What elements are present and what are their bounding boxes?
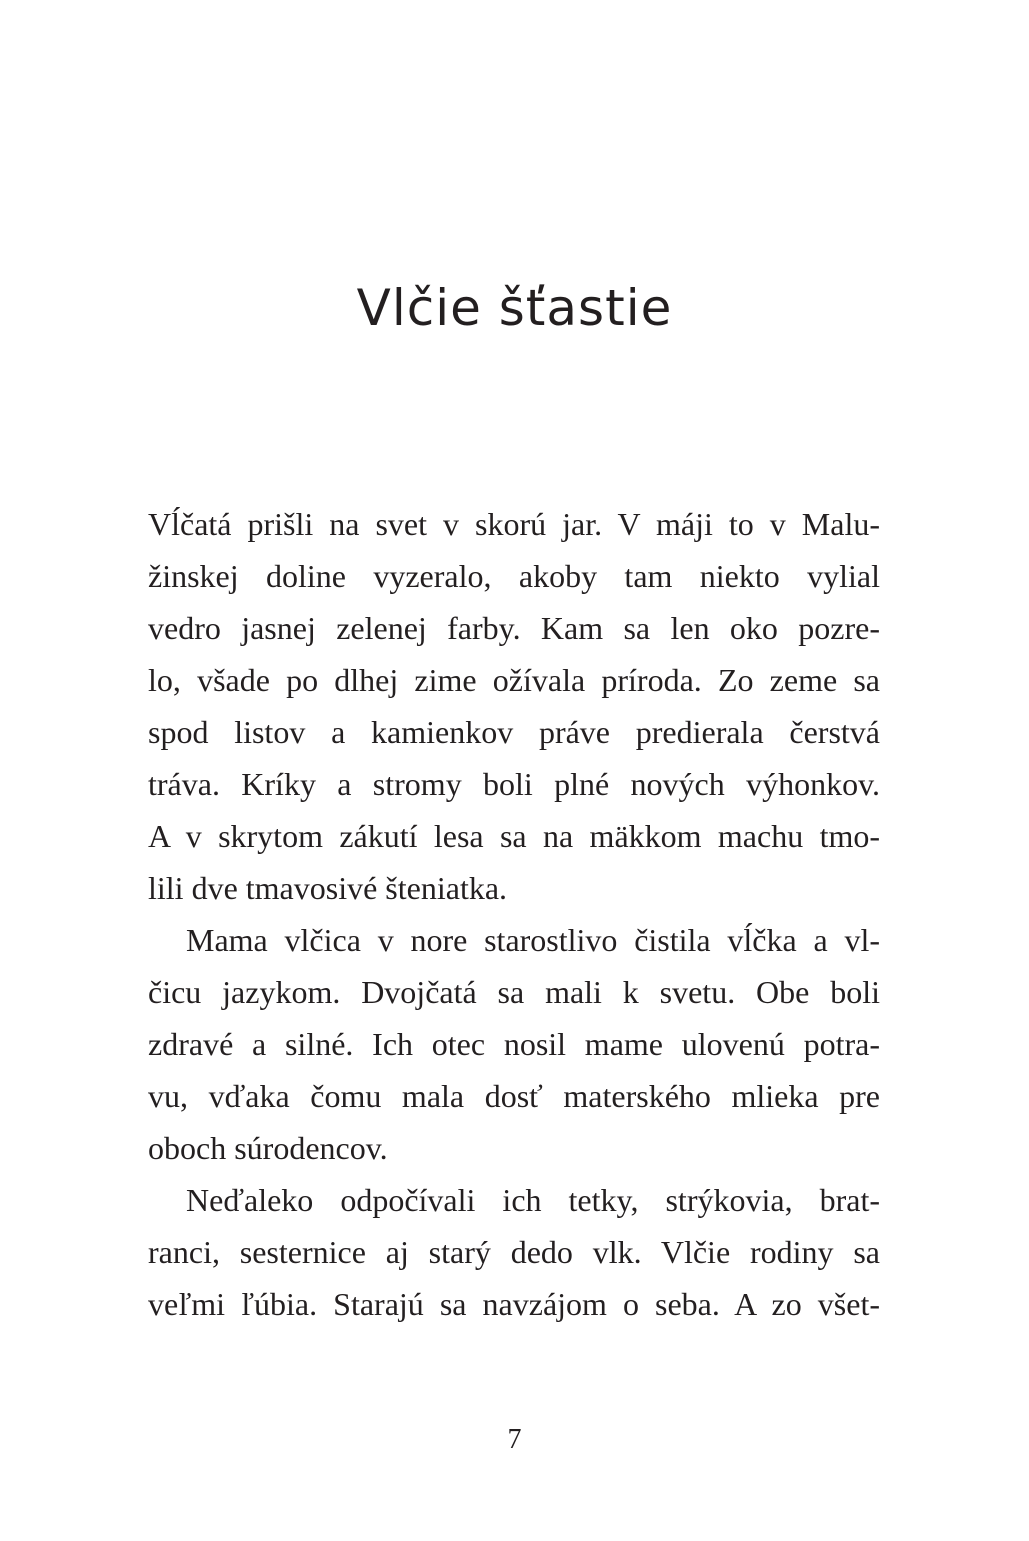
text-line: Neďaleko odpočívali ich tetky, strýkovia, brat-	[186, 1182, 880, 1218]
text-line: veľmi ľúbia. Starajú sa navzájom o seba. A zo všet-	[148, 1286, 880, 1322]
text-line: tráva. Kríky a stromy boli plné nových výhonkov.	[148, 766, 880, 802]
paragraph-1	[148, 498, 880, 914]
text-line: žinskej doline vyzeralo, akoby tam niekto vylial	[148, 558, 880, 594]
text-line: vu, vďaka čomu mala dosť materského mlieka pre	[148, 1078, 880, 1114]
text-line: Mama vlčica v nore starostlivo čistila vĺčka a vl-	[186, 922, 880, 958]
text-line: A v skrytom zákutí lesa sa na mäkkom machu tmo-	[148, 818, 880, 854]
text-line: ranci, sesternice aj starý dedo vlk. Vlčie rodiny sa	[148, 1234, 880, 1270]
text-line: zdravé a silné. Ich otec nosil mame ulovenú potra-	[148, 1026, 880, 1062]
text-line: čicu jazykom. Dvojčatá sa mali k svetu. Obe boli	[148, 974, 880, 1010]
paragraph-3	[148, 1174, 880, 1330]
text-line: spod listov a kamienkov práve predierala čerstvá	[148, 714, 880, 750]
text-line: vedro jasnej zelenej farby. Kam sa len oko pozre-	[148, 610, 880, 646]
page-number: 7	[507, 1424, 522, 1455]
paragraph-2	[148, 914, 880, 1174]
body-text	[148, 498, 880, 1330]
text-line: lo, všade po dlhej zime ožívala príroda. Zo zeme sa	[148, 662, 880, 698]
text-line: lili dve tmavosivé šteniatka.	[148, 870, 508, 906]
chapter-title: Vlčie šťastie	[356, 279, 673, 337]
text-line: Vĺčatá prišli na svet v skorú jar. V máji to v Malu-	[148, 506, 880, 542]
text-line: oboch súrodencov.	[148, 1130, 388, 1166]
